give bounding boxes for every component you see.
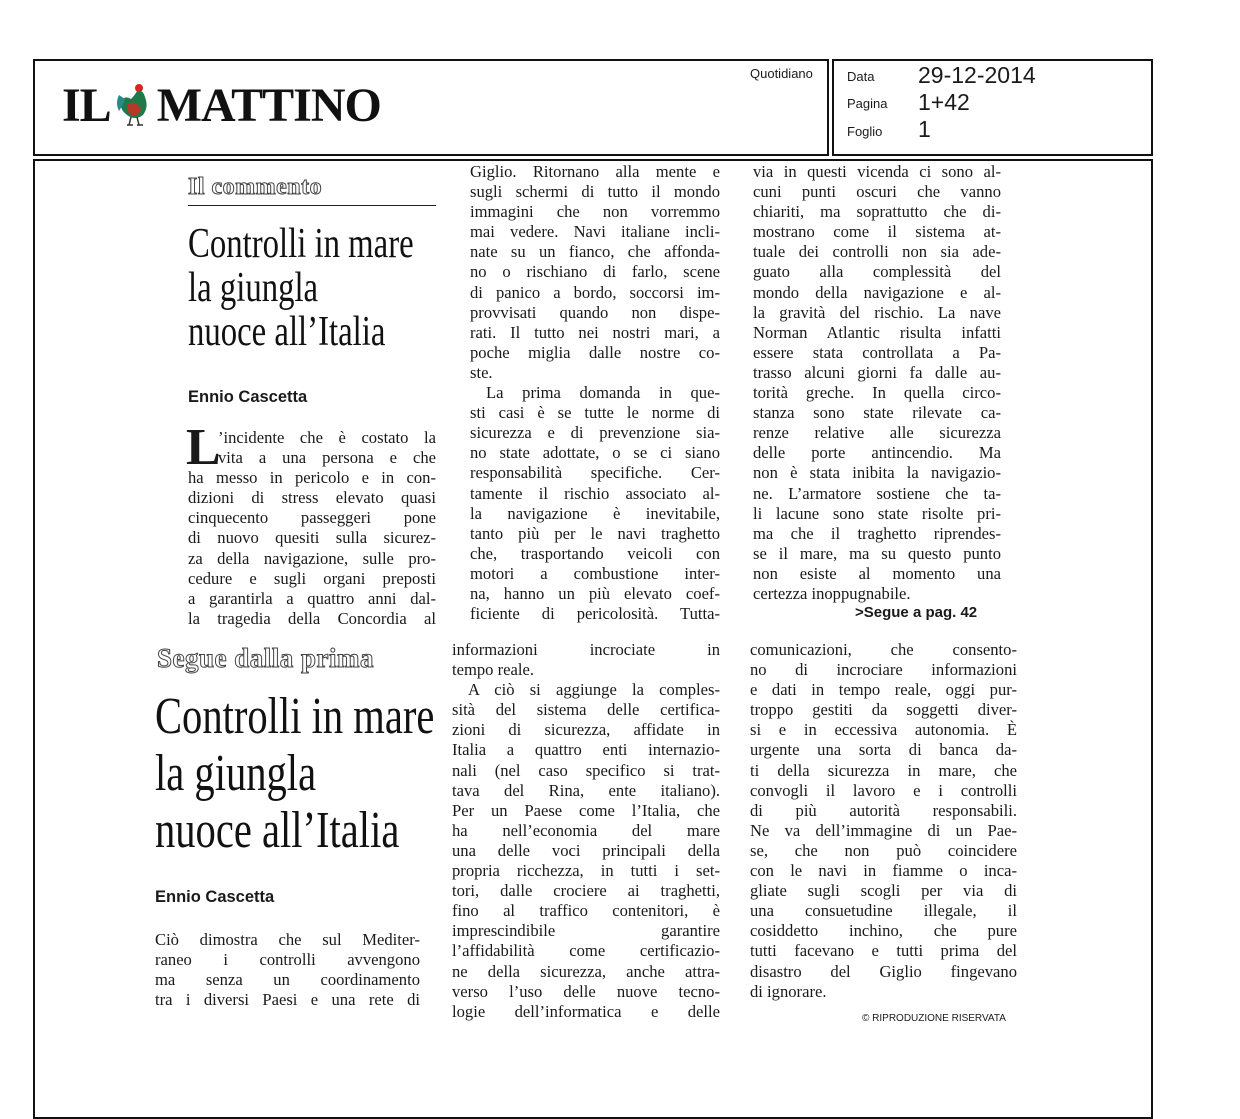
sheet-label: Foglio <box>847 124 883 139</box>
text-line: ma che il traghetto riprendes- <box>753 523 1001 543</box>
text-line: gliate sugli scogli per via di <box>750 881 1017 901</box>
text-line: propria ricchezza, in tutti i set- <box>452 861 720 881</box>
text-line: La prima domanda in que- <box>486 383 720 403</box>
text-line: sti casi è se tutte le norme di <box>470 403 720 423</box>
text-line: troppo gestiti da soggetti diver- <box>750 700 1017 720</box>
headline-line: la giungla <box>188 265 319 311</box>
author-byline: Ennio Cascetta <box>155 888 275 906</box>
text-line: sità del sistema delle certifica- <box>452 700 720 720</box>
headline-line: nuoce all’Italia <box>155 802 400 859</box>
text-line: Giglio. Ritornano alla mente e <box>470 162 720 181</box>
newspaper-logo <box>62 80 381 130</box>
text-line: e dati in tempo reale, oggi pur- <box>750 680 1017 700</box>
text-line: motori a combustione inter- <box>470 563 720 583</box>
text-line: non è stata inibita la navigazio- <box>753 463 1001 483</box>
text-line: cinquecento passeggeri pone <box>188 508 436 528</box>
text-line: no di incrociare informazioni <box>750 660 1017 680</box>
text-line: cedure e sugli organi preposti <box>188 568 436 588</box>
article-column-1 <box>186 419 436 629</box>
text-line: renze relative alle sicurezza <box>753 423 1001 443</box>
text-line: non esiste al momento una <box>753 563 1001 583</box>
rooster-icon <box>113 81 155 129</box>
text-line: Ciò dimostra che sul Mediter- <box>155 930 420 949</box>
text-line: se, che non può coincidere <box>750 840 1017 860</box>
text-line: Norman Atlantic risulta infatti <box>753 322 1001 342</box>
text-line: tava del Rina, ente italiano). <box>452 780 720 800</box>
text-line: no o rischiano di farlo, scene <box>470 262 720 282</box>
text-line: con le navi in fiamme o inca- <box>750 861 1017 881</box>
text-line: di ignorare. <box>750 981 827 1001</box>
text-line: ma senza un coordinamento <box>155 970 420 990</box>
text-line: immagini che non vorremmo <box>470 202 720 222</box>
text-line: guato alla complessità del <box>753 262 1001 282</box>
frequency-label: Quotidiano <box>750 66 813 81</box>
text-line: comunicazioni, che consento- <box>750 640 1017 659</box>
text-line: torità greche. In quella circo- <box>753 383 1001 403</box>
text-line: imprescindibile garantire <box>452 921 720 941</box>
logo-text-mattino: MATTINO <box>156 78 381 132</box>
headline <box>155 688 434 859</box>
text-line: via in questi vicenda ci sono al- <box>753 162 1001 181</box>
text-line: responsabilità specifiche. Cer- <box>470 463 720 483</box>
text-line: l’affidabilità come certificazio- <box>452 941 720 961</box>
text-line: fino al traffico contenitori, è <box>452 901 720 921</box>
drop-cap: L <box>186 419 221 476</box>
kicker-rule <box>188 205 436 206</box>
text-line: verso l’uso delle nuove tecno- <box>452 981 720 1001</box>
text-line: Per un Paese come l’Italia, che <box>452 800 720 820</box>
text-line: ha messo in pericolo e in con- <box>188 468 436 488</box>
headline <box>188 222 414 354</box>
text-line: ne. L’armatore sostiene che ta- <box>753 483 1001 503</box>
text-line: la navigazione è inevitabile, <box>470 503 720 523</box>
text-line: ti della sicurezza in mare, che <box>750 760 1017 780</box>
date-label: Data <box>847 69 875 84</box>
headline-line: Controlli in mare <box>155 688 435 745</box>
text-line: A ciò si aggiunge la comples- <box>468 680 720 700</box>
text-line: tutti facevano e tutti prima del <box>750 941 1017 961</box>
text-line: mostrano come il sistema at- <box>753 222 1001 242</box>
text-line: essere stata controllata a Pa- <box>753 342 1001 362</box>
article-column-3 <box>750 640 1017 1002</box>
text-line: tori, dalle crociere ai traghetti, <box>452 881 720 901</box>
text-line: tuale dei controlli non sia ade- <box>753 242 1001 262</box>
text-line: la tragedia della Concordia al <box>188 608 436 628</box>
headline-line: Controlli in mare <box>188 221 414 267</box>
text-line: Italia a quattro enti internazio- <box>452 740 720 760</box>
text-line: logie dell’informatica e delle <box>452 1001 720 1021</box>
sheet-value: 1 <box>918 116 931 142</box>
text-line: convogli il lavoro e i controlli <box>750 780 1017 800</box>
text-line: raneo i controlli avvengono <box>155 950 420 970</box>
text-line: zioni di sicurezza, affidate in <box>452 720 720 740</box>
text-line: rati. Il tutto nei nostri mari, a <box>470 322 720 342</box>
continued-link[interactable]: >Segue a pag. 42 <box>855 604 978 621</box>
text-line: cuni punti oscuri che vanno <box>753 182 1001 202</box>
headline-line: la giungla <box>155 745 317 802</box>
text-line: za della navigazione, sulle pro- <box>188 548 436 568</box>
text-line: ste. <box>470 362 493 382</box>
headline-line: nuoce all’Italia <box>188 309 386 355</box>
page-value: 1+42 <box>918 89 970 115</box>
text-line: a garantirla a quattro anni dal- <box>188 588 436 608</box>
text-line: la gravità del rischio. La nave <box>753 302 1001 322</box>
article-column-2 <box>452 640 720 1022</box>
text-line: disastro del Giglio fingevano <box>750 961 1017 981</box>
text-line: ’incidente che è costato la <box>218 428 436 447</box>
text-line: di più autorità responsabili. <box>750 800 1017 820</box>
text-line: urgente una sorta di banca da- <box>750 740 1017 760</box>
text-line: li lacune sono state risolte pri- <box>753 503 1001 523</box>
text-line: informazioni incrociate in <box>452 640 720 659</box>
text-line: chiariti, ma soprattutto che di- <box>753 202 1001 222</box>
section-kicker: Segue dalla prima <box>157 643 375 673</box>
text-line: tamente il rischio associato al- <box>470 483 720 503</box>
text-line: ne della sicurezza, anche attra- <box>452 961 720 981</box>
author-byline: Ennio Cascetta <box>188 388 308 406</box>
section-kicker: Il commento <box>188 174 323 200</box>
page-label: Pagina <box>847 96 888 111</box>
article-column-3 <box>753 162 1001 604</box>
text-line: ficiente di pericolosità. Tutta- <box>470 604 720 624</box>
text-line: si e in eccessiva autonomia. È <box>750 720 1017 740</box>
text-line: se il mare, ma su questo punto <box>753 543 1001 563</box>
text-line: mondo della navigazione e al- <box>753 282 1001 302</box>
article-column-2 <box>470 162 720 624</box>
text-line: poche miglia dalle nostre co- <box>470 342 720 362</box>
text-line: Ne va dell’immagine di un Pae- <box>750 820 1017 840</box>
text-line: tanto più per le navi traghetto <box>470 523 720 543</box>
text-line: trasso alcuni giorni fa dalle au- <box>753 362 1001 382</box>
text-line: di nuovo quesiti sulla sicurez- <box>188 528 436 548</box>
text-line: tra i diversi Paesi e una rete di <box>155 990 420 1010</box>
text-line: certezza inoppugnabile. <box>753 583 911 603</box>
text-line: dizioni di stress elevato quasi <box>188 488 436 508</box>
text-line: sicurezza e di prevenzione sia- <box>470 423 720 443</box>
text-line: una consuetudine illegale, il <box>750 901 1017 921</box>
text-line: una delle voci principali della <box>452 840 720 860</box>
text-line: nate su un fianco, che affonda- <box>470 242 720 262</box>
text-line: di panico a bordo, soccorsi im- <box>470 282 720 302</box>
text-line: vita a una persona e che <box>218 448 436 468</box>
text-line: tempo reale. <box>452 660 535 680</box>
text-line: sugli schermi di tutto il mondo <box>470 182 720 202</box>
text-line: no state adottate, o se ci siano <box>470 443 720 463</box>
text-line: ha nell’economia del mare <box>452 820 720 840</box>
text-line: mai vedere. Navi italiane incli- <box>470 222 720 242</box>
text-line: cosiddetto inchino, che pure <box>750 921 1017 941</box>
text-line: provvisati quando non dispe- <box>470 302 720 322</box>
logo-text-il: IL <box>62 78 111 132</box>
text-line: na, hanno un più elevato coef- <box>470 583 720 603</box>
text-line: nali (nel caso specifico si trat- <box>452 760 720 780</box>
text-line: delle porte antincendio. Ma <box>753 443 1001 463</box>
article-column-1 <box>155 930 420 1010</box>
text-line: stanza sono state rilevate ca- <box>753 403 1001 423</box>
text-line: che, trasportando veicoli con <box>470 543 720 563</box>
date-value: 29-12-2014 <box>918 62 1036 88</box>
copyright-notice: © RIPRODUZIONE RISERVATA <box>862 1013 1006 1024</box>
